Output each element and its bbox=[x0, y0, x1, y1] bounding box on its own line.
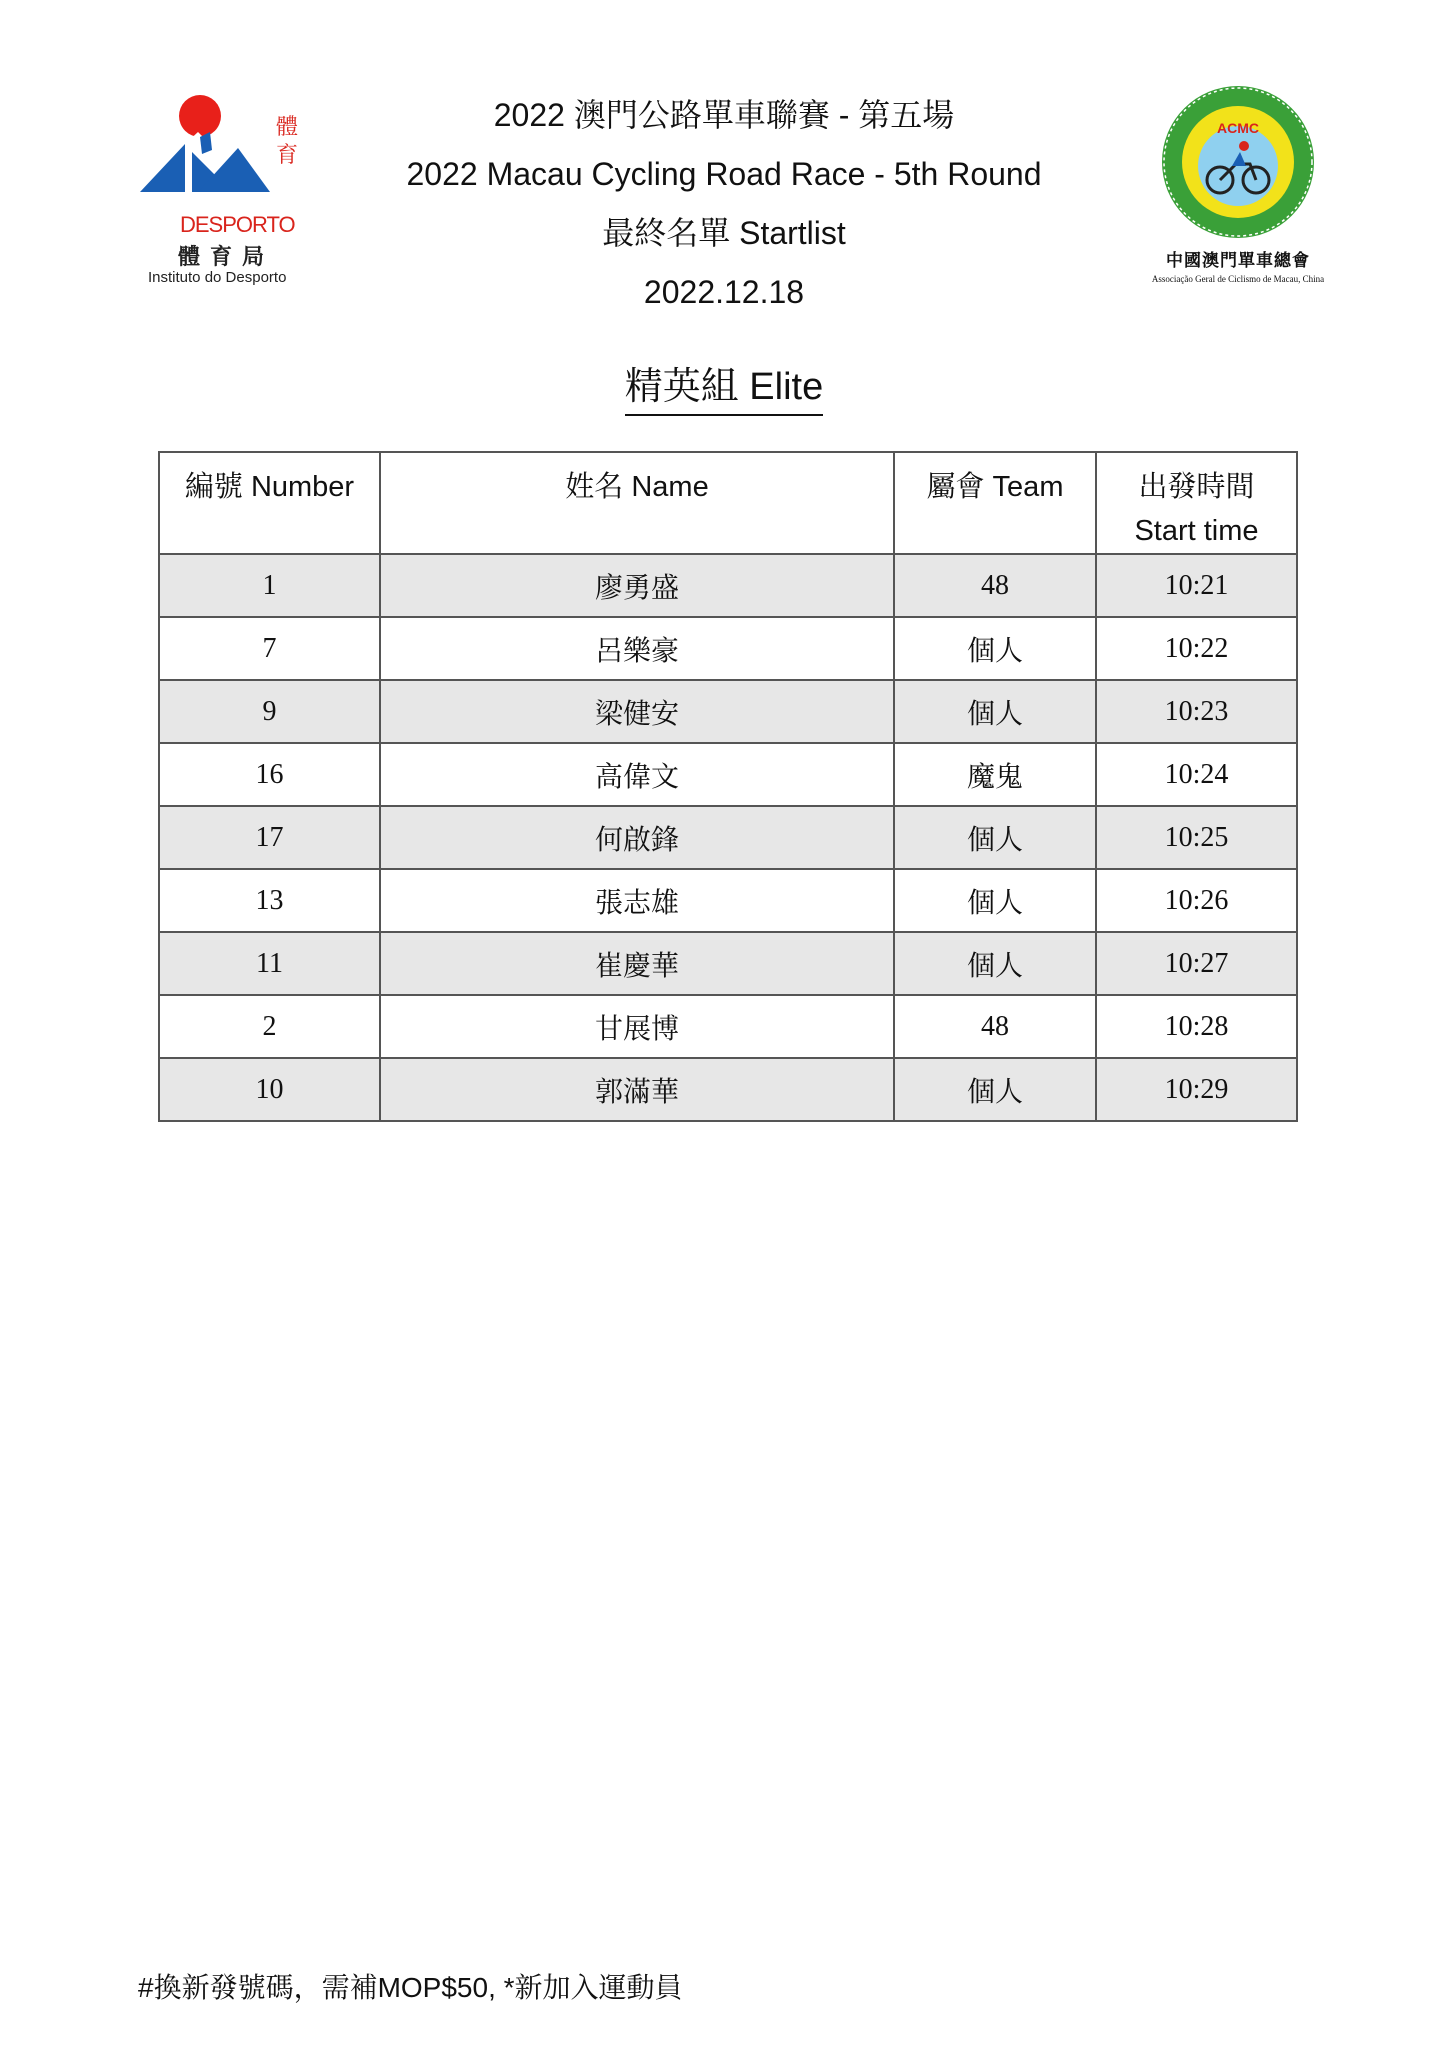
acmc-logo bbox=[1148, 84, 1328, 294]
cell-time: 10:26 bbox=[1096, 869, 1297, 932]
section-title bbox=[0, 364, 1448, 416]
cell-time: 10:28 bbox=[1096, 995, 1297, 1058]
table-row bbox=[159, 932, 1297, 995]
cell-time: 10:23 bbox=[1096, 680, 1297, 743]
cell-name: 高偉文 bbox=[380, 743, 894, 806]
cell-name: 張志雄 bbox=[380, 869, 894, 932]
cell-number: 7 bbox=[159, 617, 380, 680]
document-header bbox=[330, 86, 1118, 322]
logo-desporto-text: DESPORTO bbox=[180, 212, 295, 237]
cell-number: 1 bbox=[159, 554, 380, 617]
cell-team: 魔鬼 bbox=[894, 743, 1096, 806]
cell-team: 個人 bbox=[894, 869, 1096, 932]
cell-name: 廖勇盛 bbox=[380, 554, 894, 617]
header-start-time bbox=[1096, 452, 1297, 554]
cell-number: 13 bbox=[159, 869, 380, 932]
table-row bbox=[159, 743, 1297, 806]
acmc-cn-name: 中國澳門單車總會 bbox=[1166, 251, 1310, 271]
instituto-do-desporto-logo bbox=[140, 92, 320, 292]
cell-team: 個人 bbox=[894, 806, 1096, 869]
cell-team: 個人 bbox=[894, 680, 1096, 743]
cell-time: 10:24 bbox=[1096, 743, 1297, 806]
desporto-emblem-icon bbox=[140, 92, 280, 217]
cell-name: 何啟鋒 bbox=[380, 806, 894, 869]
cell-time: 10:25 bbox=[1096, 806, 1297, 869]
title-cn: 2022 澳門公路單車聯賽 - 第五場 bbox=[493, 97, 955, 133]
logo-cn-side-text: 體育 bbox=[275, 115, 298, 168]
table-row bbox=[159, 554, 1297, 617]
cell-time: 10:29 bbox=[1096, 1058, 1297, 1121]
table-header-row bbox=[159, 452, 1297, 554]
cell-name: 甘展博 bbox=[380, 995, 894, 1058]
cell-team: 48 bbox=[894, 554, 1096, 617]
header-number: 編號 Number bbox=[159, 452, 380, 554]
table-row bbox=[159, 869, 1297, 932]
cell-time: 10:22 bbox=[1096, 617, 1297, 680]
table-row bbox=[159, 680, 1297, 743]
cell-number: 17 bbox=[159, 806, 380, 869]
cell-number: 10 bbox=[159, 1058, 380, 1121]
logo-cn-name: 體育局 bbox=[178, 245, 275, 270]
cell-time: 10:21 bbox=[1096, 554, 1297, 617]
cell-name: 崔慶華 bbox=[380, 932, 894, 995]
cell-name: 梁健安 bbox=[380, 680, 894, 743]
table-row bbox=[159, 806, 1297, 869]
startlist-table bbox=[158, 451, 1298, 1122]
section-title-text: 精英組 Elite bbox=[625, 364, 823, 416]
header-team: 屬會 Team bbox=[894, 452, 1096, 554]
cell-number: 11 bbox=[159, 932, 380, 995]
logo-pt-name: Instituto do Desporto bbox=[148, 269, 287, 286]
footnote: #換新發號碼，需補MOP$50, *新加入運動員 bbox=[138, 1972, 683, 2003]
header-name: 姓名 Name bbox=[380, 452, 894, 554]
title-en: 2022 Macau Cycling Road Race - 5th Round bbox=[406, 156, 1042, 192]
cell-time: 10:27 bbox=[1096, 932, 1297, 995]
cell-number: 2 bbox=[159, 995, 380, 1058]
table-row bbox=[159, 1058, 1297, 1121]
cell-name: 呂樂豪 bbox=[380, 617, 894, 680]
cell-team: 個人 bbox=[894, 932, 1096, 995]
acmc-emblem-icon bbox=[1148, 84, 1328, 244]
table-row bbox=[159, 995, 1297, 1058]
cell-number: 9 bbox=[159, 680, 380, 743]
cell-team: 48 bbox=[894, 995, 1096, 1058]
cell-number: 16 bbox=[159, 743, 380, 806]
table-row bbox=[159, 617, 1297, 680]
acmc-acronym: ACMC bbox=[1217, 120, 1259, 136]
header-start-time-en: Start time bbox=[1134, 515, 1259, 547]
cell-team: 個人 bbox=[894, 1058, 1096, 1121]
acmc-pt-name: Associação Geral de Ciclismo de Macau, China bbox=[1151, 274, 1325, 284]
header-start-time-cn: 出發時間 bbox=[1138, 471, 1255, 503]
list-type: 最終名單 Startlist bbox=[602, 215, 846, 251]
event-date: 2022.12.18 bbox=[643, 274, 805, 310]
cell-name: 郭滿華 bbox=[380, 1058, 894, 1121]
cell-team: 個人 bbox=[894, 617, 1096, 680]
